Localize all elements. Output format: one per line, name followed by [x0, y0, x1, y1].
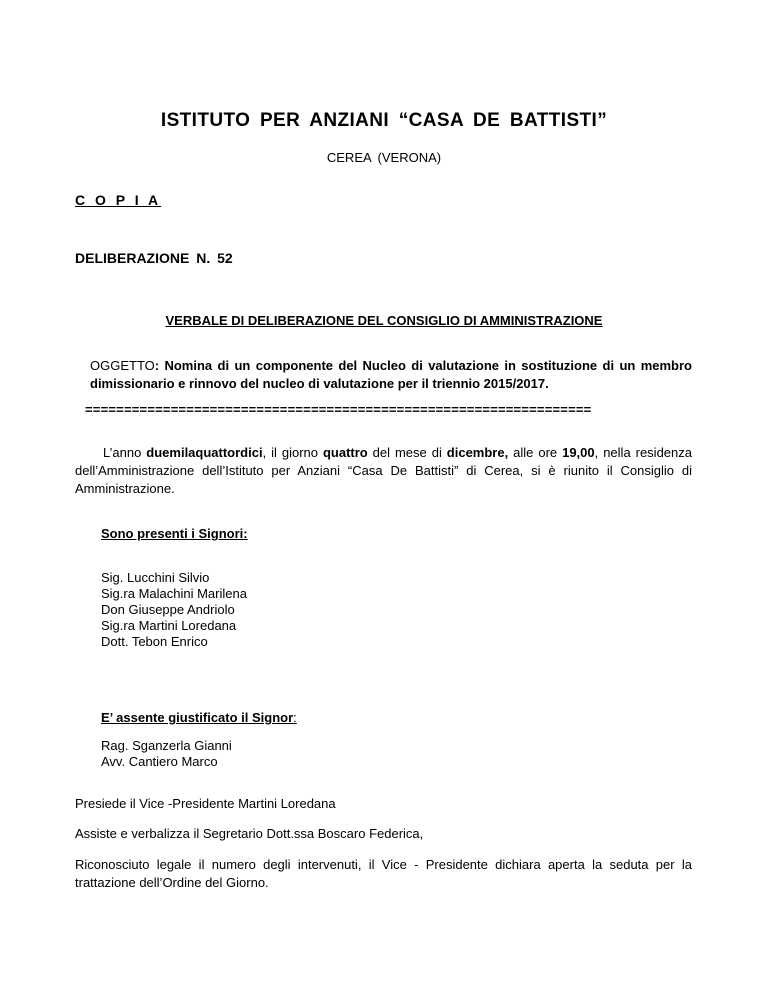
intro-year: duemilaquattordici — [146, 445, 263, 460]
presiding-statement: Presiede il Vice -Presidente Martini Loredana — [75, 796, 336, 811]
absent-heading-line — [101, 710, 297, 725]
intro-paragraph — [75, 444, 692, 498]
institute-location: CEREA (VERONA) — [326, 150, 442, 165]
list-item: Sig. Lucchini Silvio — [101, 570, 210, 585]
absent-members-list — [101, 738, 232, 770]
subject-text: : Nomina di un componente del Nucleo di valutazione in sostituzione di un membro dimissionario e rinnovo del nucleo di valutazione per il triennio 2015/2017. — [90, 358, 692, 391]
list-item: Rag. Sganzerla Gianni — [101, 738, 232, 753]
intro-hour: 19,00 — [562, 445, 595, 460]
intro-t2: , il giorno — [262, 445, 323, 460]
intro-t3: del mese di — [367, 445, 447, 460]
subject-paragraph — [90, 357, 692, 393]
list-item: Dott. Tebon Enrico — [101, 634, 208, 649]
intro-t4: alle ore — [508, 445, 563, 460]
present-heading: Sono presenti i Signori: — [101, 526, 248, 541]
separator-line: ================================================================= — [85, 402, 592, 417]
list-item: Avv. Cantiero Marco — [101, 754, 218, 769]
list-item: Sig.ra Martini Loredana — [101, 618, 237, 633]
absent-heading-colon: : — [293, 710, 297, 725]
subject-label: OGGETTO — [90, 358, 155, 373]
secretary-statement: Assiste e verbalizza il Segretario Dott.ssa Boscaro Federica, — [75, 826, 424, 841]
minutes-heading: VERBALE DI DELIBERAZIONE DEL CONSIGLIO DI AMMINISTRAZIONE — [165, 313, 603, 328]
intro-month: dicembre, — [446, 445, 509, 460]
list-item: Sig.ra Malachini Marilena — [101, 586, 247, 601]
present-members-list — [101, 570, 247, 650]
intro-t5: , nella residenza dell’Amministrazione dell’Istituto per Anziani “Casa De Battisti” di Cerea, si è riunito il Consiglio di Amministrazione. — [75, 445, 692, 496]
quorum-statement: Riconosciuto legale il numero degli intervenuti, il Vice - Presidente dichiara aperta la seduta per la trattazione dell’Ordine del Giorno. — [75, 857, 692, 890]
list-item: Don Giuseppe Andriolo — [101, 602, 235, 617]
deliberation-number: DELIBERAZIONE N. 52 — [75, 250, 233, 266]
copy-label: C O P I A — [75, 192, 162, 208]
institute-title: ISTITUTO PER ANZIANI “CASA DE BATTISTI” — [160, 110, 608, 131]
absent-heading: E’ assente giustificato il Signor — [101, 710, 294, 725]
intro-t1: L’anno — [103, 445, 147, 460]
intro-day: quattro — [322, 445, 368, 460]
